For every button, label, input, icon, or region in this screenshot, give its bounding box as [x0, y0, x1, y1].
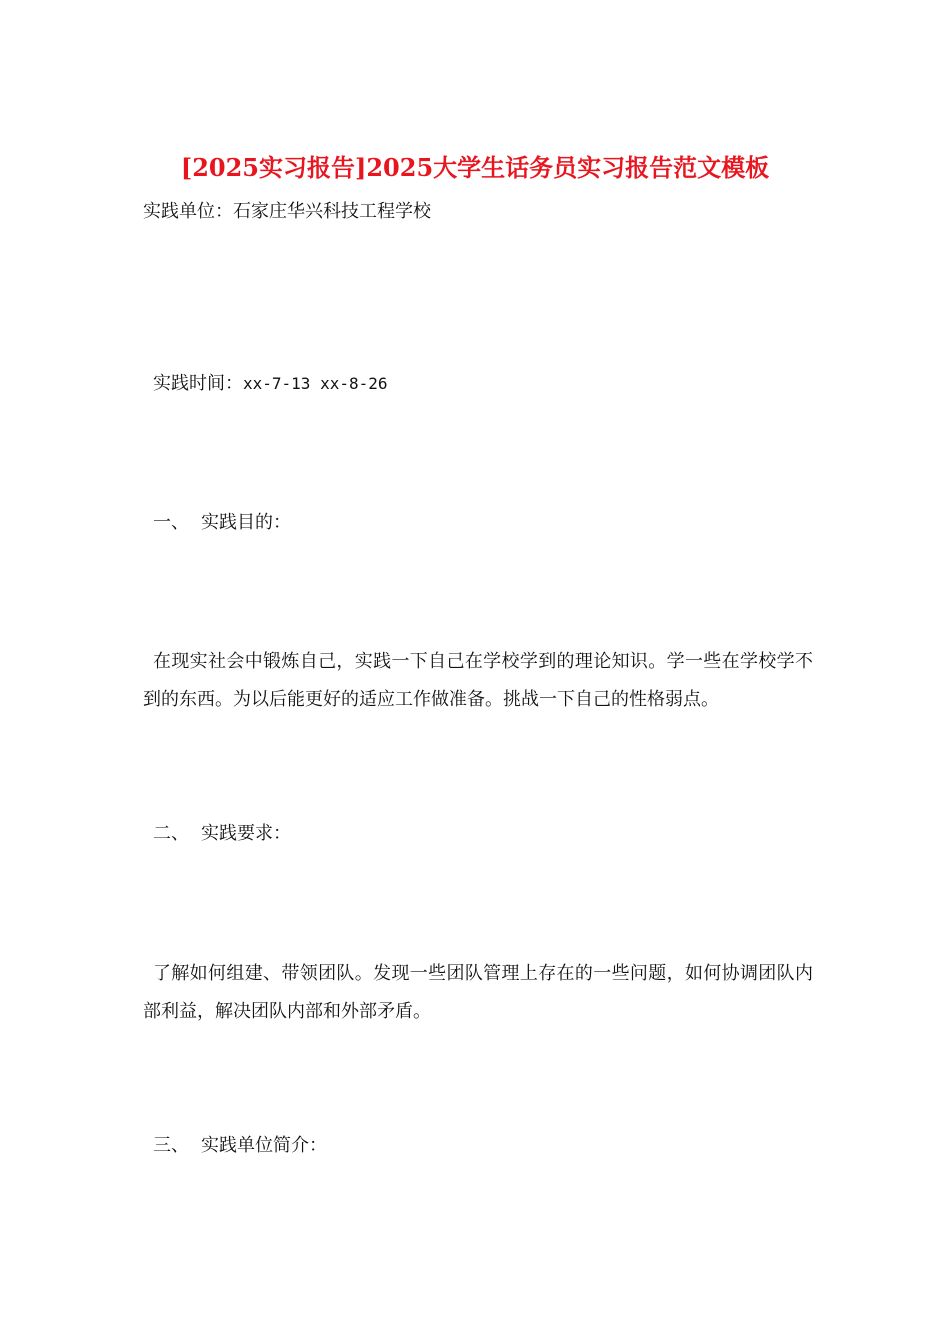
section-number: 二、 [153, 823, 189, 844]
practice-unit-label: 实践单位： [143, 201, 233, 222]
practice-unit-value: 石家庄华兴科技工程学校 [233, 201, 431, 222]
section-heading-2 [153, 822, 291, 846]
practice-time-value: xx-7-13 xx-8-26 [243, 374, 388, 393]
section-body-1: 在现实社会中锻炼自己，实践一下自己在学校学到的理论知识。学一些在学校学不到的东西。为以后能更好的适应工作做准备。挑战一下自己的性格弱点。 [143, 651, 813, 710]
section-number: 一、 [153, 512, 189, 533]
practice-unit-line [143, 200, 431, 224]
section-title: 实践单位简介： [201, 1135, 327, 1156]
section-heading-1 [153, 511, 291, 535]
section-heading-3 [153, 1134, 327, 1158]
document-title: [2025实习报告]2025大学生话务员实习报告范文模板 [180, 153, 770, 182]
section-title: 实践要求： [201, 823, 291, 844]
practice-time-line [153, 372, 388, 396]
section-title: 实践目的： [201, 512, 291, 533]
section-body-2: 了解如何组建、带领团队。发现一些团队管理上存在的一些问题，如何协调团队内部利益，解决团队内部和外部矛盾。 [143, 963, 813, 1022]
section-number: 三、 [153, 1135, 189, 1156]
practice-time-label: 实践时间： [153, 373, 243, 394]
